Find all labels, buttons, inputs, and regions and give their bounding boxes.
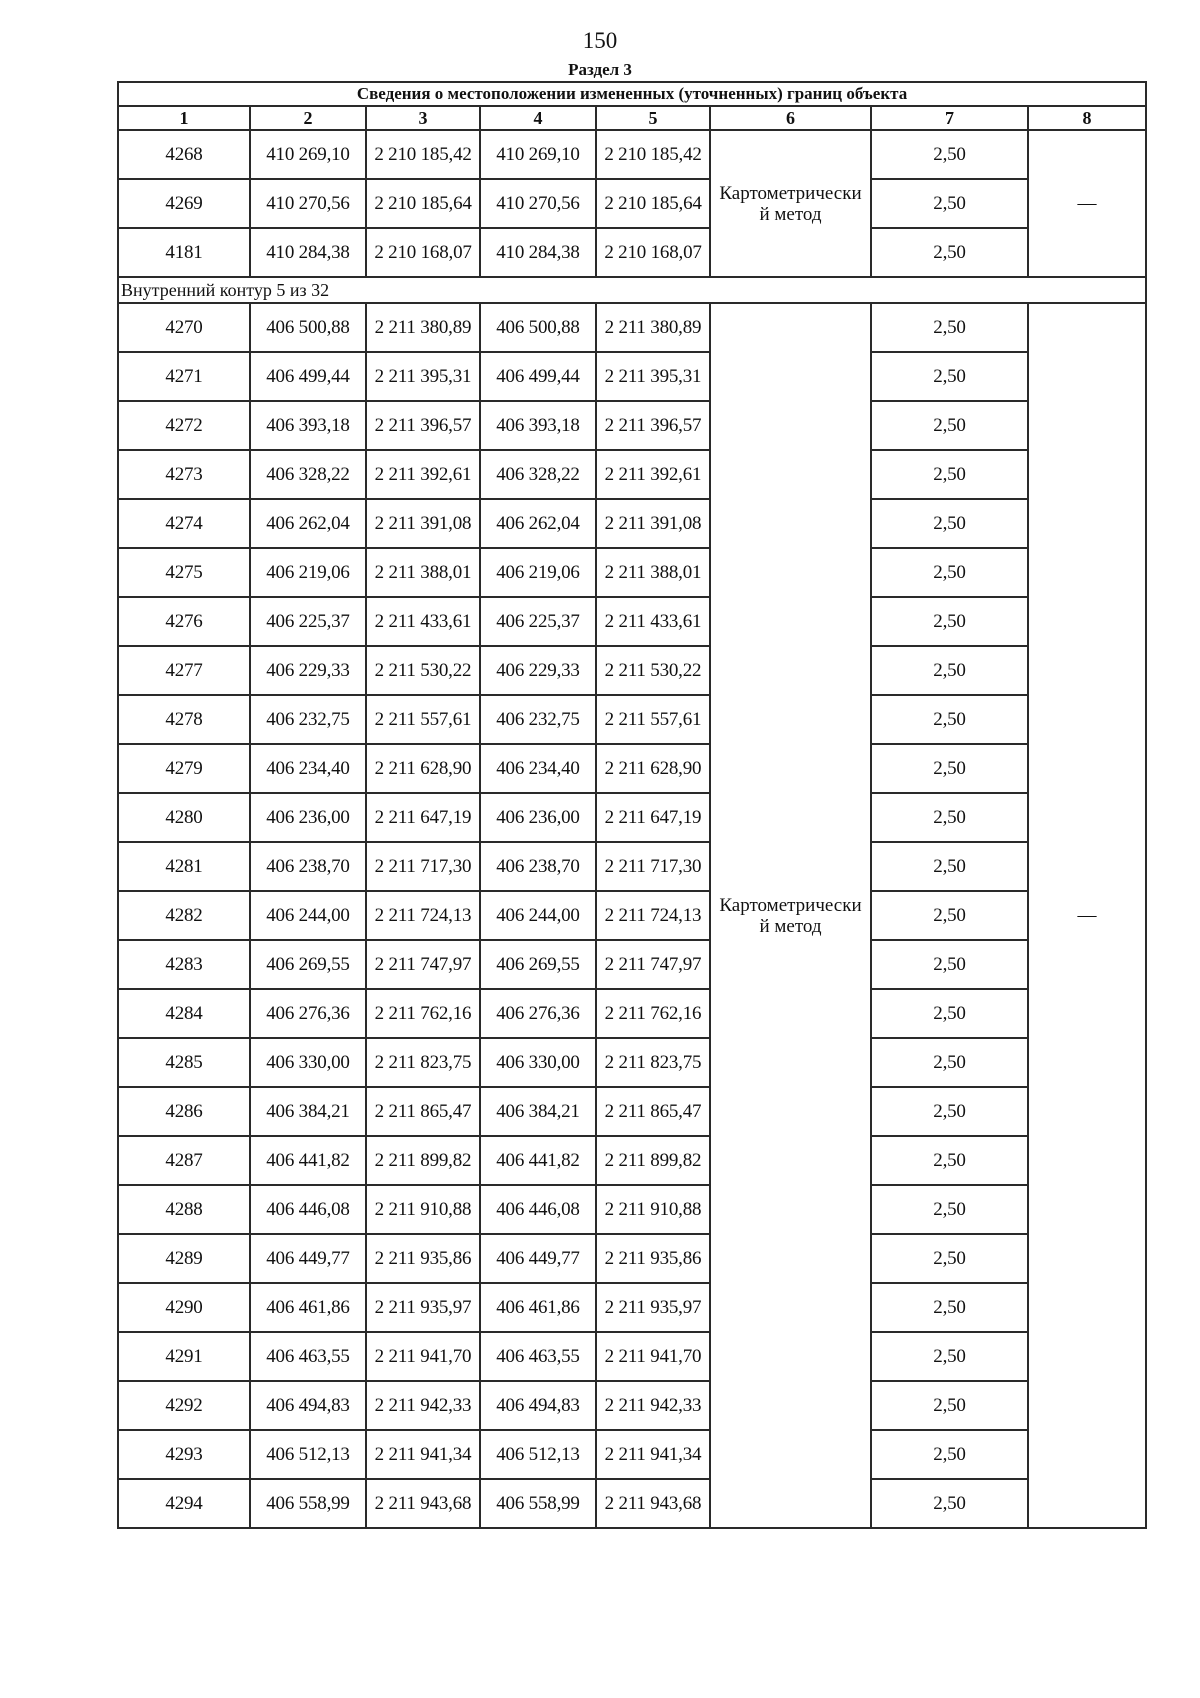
accuracy-cell: 2,50	[871, 695, 1028, 744]
y-old-cell: 2 211 717,30	[366, 842, 480, 891]
x-old-cell: 410 284,38	[250, 228, 366, 277]
x-old-cell: 406 463,55	[250, 1332, 366, 1381]
table-row	[118, 793, 1146, 842]
y-new-cell: 2 211 942,33	[596, 1381, 710, 1430]
point-number-cell: 4269	[118, 179, 250, 228]
table-row	[118, 548, 1146, 597]
table-row	[118, 1087, 1146, 1136]
point-number-cell: 4280	[118, 793, 250, 842]
x-new-cell: 406 276,36	[480, 989, 596, 1038]
accuracy-cell: 2,50	[871, 1234, 1028, 1283]
y-old-cell: 2 210 185,42	[366, 130, 480, 179]
column-number: 5	[596, 106, 710, 130]
x-new-cell: 406 262,04	[480, 499, 596, 548]
x-new-cell: 406 446,08	[480, 1185, 596, 1234]
y-new-cell: 2 211 823,75	[596, 1038, 710, 1087]
point-number-cell: 4268	[118, 130, 250, 179]
y-new-cell: 2 211 392,61	[596, 450, 710, 499]
method-text-line: Картометрически	[719, 894, 862, 916]
note-cell: —	[1028, 130, 1146, 277]
x-new-cell: 406 500,88	[480, 303, 596, 352]
y-old-cell: 2 211 935,97	[366, 1283, 480, 1332]
accuracy-cell: 2,50	[871, 303, 1028, 352]
contour-label: Внутренний контур 5 из 32	[118, 277, 1146, 303]
point-number-cell: 4287	[118, 1136, 250, 1185]
column-number: 7	[871, 106, 1028, 130]
table-row	[118, 1430, 1146, 1479]
accuracy-cell: 2,50	[871, 597, 1028, 646]
y-old-cell: 2 211 557,61	[366, 695, 480, 744]
point-number-cell: 4290	[118, 1283, 250, 1332]
y-new-cell: 2 211 647,19	[596, 793, 710, 842]
y-old-cell: 2 211 935,86	[366, 1234, 480, 1283]
column-number: 4	[480, 106, 596, 130]
point-number-cell: 4277	[118, 646, 250, 695]
y-new-cell: 2 211 388,01	[596, 548, 710, 597]
point-number-cell: 4294	[118, 1479, 250, 1528]
x-new-cell: 406 269,55	[480, 940, 596, 989]
x-new-cell: 406 461,86	[480, 1283, 596, 1332]
y-old-cell: 2 211 628,90	[366, 744, 480, 793]
x-new-cell: 406 236,00	[480, 793, 596, 842]
point-number-cell: 4271	[118, 352, 250, 401]
x-new-cell: 406 330,00	[480, 1038, 596, 1087]
x-old-cell: 406 225,37	[250, 597, 366, 646]
y-old-cell: 2 211 942,33	[366, 1381, 480, 1430]
accuracy-cell: 2,50	[871, 1136, 1028, 1185]
y-old-cell: 2 211 724,13	[366, 891, 480, 940]
point-number-cell: 4288	[118, 1185, 250, 1234]
y-old-cell: 2 210 185,64	[366, 179, 480, 228]
method-text-line: Картометрически	[719, 182, 862, 204]
accuracy-cell: 2,50	[871, 1038, 1028, 1087]
column-number: 3	[366, 106, 480, 130]
x-old-cell: 406 449,77	[250, 1234, 366, 1283]
table-row	[118, 646, 1146, 695]
accuracy-cell: 2,50	[871, 1430, 1028, 1479]
x-old-cell: 406 234,40	[250, 744, 366, 793]
table-row	[118, 695, 1146, 744]
table-row	[118, 179, 1146, 228]
table-row	[118, 940, 1146, 989]
y-new-cell: 2 211 724,13	[596, 891, 710, 940]
point-number-cell: 4291	[118, 1332, 250, 1381]
boundary-table	[117, 81, 1147, 1529]
x-new-cell: 406 234,40	[480, 744, 596, 793]
accuracy-cell: 2,50	[871, 401, 1028, 450]
table-row	[118, 1332, 1146, 1381]
contour-label-row	[118, 277, 1146, 303]
y-new-cell: 2 211 910,88	[596, 1185, 710, 1234]
column-number: 8	[1028, 106, 1146, 130]
point-number-cell: 4292	[118, 1381, 250, 1430]
point-number-cell: 4274	[118, 499, 250, 548]
x-new-cell: 406 232,75	[480, 695, 596, 744]
y-new-cell: 2 211 380,89	[596, 303, 710, 352]
method-cell	[710, 303, 871, 1528]
y-new-cell: 2 211 628,90	[596, 744, 710, 793]
column-number: 2	[250, 106, 366, 130]
x-old-cell: 406 500,88	[250, 303, 366, 352]
point-number-cell: 4285	[118, 1038, 250, 1087]
section-title: Раздел 3	[568, 60, 632, 79]
table-row	[118, 597, 1146, 646]
y-old-cell: 2 211 530,22	[366, 646, 480, 695]
x-old-cell: 406 441,82	[250, 1136, 366, 1185]
y-new-cell: 2 210 185,64	[596, 179, 710, 228]
x-old-cell: 406 499,44	[250, 352, 366, 401]
point-number-cell: 4279	[118, 744, 250, 793]
method-text-line: й метод	[759, 203, 822, 225]
accuracy-cell: 2,50	[871, 744, 1028, 793]
accuracy-cell: 2,50	[871, 1087, 1028, 1136]
accuracy-cell: 2,50	[871, 793, 1028, 842]
x-new-cell: 410 269,10	[480, 130, 596, 179]
table-row	[118, 401, 1146, 450]
x-new-cell: 406 494,83	[480, 1381, 596, 1430]
point-number-cell: 4289	[118, 1234, 250, 1283]
y-new-cell: 2 210 185,42	[596, 130, 710, 179]
y-old-cell: 2 211 943,68	[366, 1479, 480, 1528]
table-row	[118, 1185, 1146, 1234]
y-old-cell: 2 211 762,16	[366, 989, 480, 1038]
point-number-cell: 4181	[118, 228, 250, 277]
column-number: 1	[118, 106, 250, 130]
x-new-cell: 406 244,00	[480, 891, 596, 940]
accuracy-cell: 2,50	[871, 1479, 1028, 1528]
y-new-cell: 2 211 899,82	[596, 1136, 710, 1185]
accuracy-cell: 2,50	[871, 130, 1028, 179]
table-row	[118, 352, 1146, 401]
y-new-cell: 2 211 943,68	[596, 1479, 710, 1528]
x-new-cell: 406 219,06	[480, 548, 596, 597]
x-old-cell: 406 236,00	[250, 793, 366, 842]
y-new-cell: 2 211 941,70	[596, 1332, 710, 1381]
x-new-cell: 406 225,37	[480, 597, 596, 646]
point-number-cell: 4278	[118, 695, 250, 744]
table-row	[118, 1283, 1146, 1332]
table-row	[118, 744, 1146, 793]
table-row	[118, 1479, 1146, 1528]
y-old-cell: 2 211 395,31	[366, 352, 480, 401]
y-new-cell: 2 211 935,86	[596, 1234, 710, 1283]
accuracy-cell: 2,50	[871, 1381, 1028, 1430]
y-old-cell: 2 211 380,89	[366, 303, 480, 352]
y-new-cell: 2 211 395,31	[596, 352, 710, 401]
y-old-cell: 2 211 941,70	[366, 1332, 480, 1381]
method-text-line: й метод	[759, 915, 822, 937]
x-new-cell: 406 449,77	[480, 1234, 596, 1283]
accuracy-cell: 2,50	[871, 179, 1028, 228]
y-new-cell: 2 211 747,97	[596, 940, 710, 989]
x-new-cell: 406 558,99	[480, 1479, 596, 1528]
x-new-cell: 406 229,33	[480, 646, 596, 695]
point-number-cell: 4283	[118, 940, 250, 989]
y-new-cell: 2 210 168,07	[596, 228, 710, 277]
x-old-cell: 406 328,22	[250, 450, 366, 499]
y-new-cell: 2 211 717,30	[596, 842, 710, 891]
accuracy-cell: 2,50	[871, 842, 1028, 891]
x-old-cell: 406 494,83	[250, 1381, 366, 1430]
x-new-cell: 406 328,22	[480, 450, 596, 499]
y-new-cell: 2 211 941,34	[596, 1430, 710, 1479]
x-old-cell: 406 232,75	[250, 695, 366, 744]
point-number-cell: 4272	[118, 401, 250, 450]
x-new-cell: 410 270,56	[480, 179, 596, 228]
x-old-cell: 410 269,10	[250, 130, 366, 179]
table-row	[118, 1381, 1146, 1430]
y-old-cell: 2 211 865,47	[366, 1087, 480, 1136]
x-old-cell: 406 269,55	[250, 940, 366, 989]
x-old-cell: 406 384,21	[250, 1087, 366, 1136]
point-number-cell: 4293	[118, 1430, 250, 1479]
table-row	[118, 450, 1146, 499]
table-row	[118, 1234, 1146, 1283]
table-row	[118, 989, 1146, 1038]
table-row	[118, 130, 1146, 179]
accuracy-cell: 2,50	[871, 646, 1028, 695]
accuracy-cell: 2,50	[871, 891, 1028, 940]
y-old-cell: 2 210 168,07	[366, 228, 480, 277]
table-row	[118, 891, 1146, 940]
x-new-cell: 406 393,18	[480, 401, 596, 450]
table-row	[118, 1136, 1146, 1185]
x-old-cell: 406 262,04	[250, 499, 366, 548]
y-new-cell: 2 211 935,97	[596, 1283, 710, 1332]
y-old-cell: 2 211 747,97	[366, 940, 480, 989]
x-old-cell: 406 393,18	[250, 401, 366, 450]
point-number-cell: 4281	[118, 842, 250, 891]
point-number-cell: 4282	[118, 891, 250, 940]
x-new-cell: 406 238,70	[480, 842, 596, 891]
x-old-cell: 406 276,36	[250, 989, 366, 1038]
y-old-cell: 2 211 941,34	[366, 1430, 480, 1479]
accuracy-cell: 2,50	[871, 1185, 1028, 1234]
accuracy-cell: 2,50	[871, 548, 1028, 597]
x-new-cell: 406 499,44	[480, 352, 596, 401]
table-row	[118, 499, 1146, 548]
y-new-cell: 2 211 865,47	[596, 1087, 710, 1136]
y-old-cell: 2 211 899,82	[366, 1136, 480, 1185]
accuracy-cell: 2,50	[871, 940, 1028, 989]
y-new-cell: 2 211 391,08	[596, 499, 710, 548]
y-old-cell: 2 211 392,61	[366, 450, 480, 499]
x-new-cell: 406 384,21	[480, 1087, 596, 1136]
x-old-cell: 406 244,00	[250, 891, 366, 940]
x-old-cell: 406 219,06	[250, 548, 366, 597]
accuracy-cell: 2,50	[871, 228, 1028, 277]
page-number: 150	[582, 28, 618, 53]
x-old-cell: 406 229,33	[250, 646, 366, 695]
x-old-cell: 406 446,08	[250, 1185, 366, 1234]
y-new-cell: 2 211 530,22	[596, 646, 710, 695]
y-new-cell: 2 211 557,61	[596, 695, 710, 744]
y-old-cell: 2 211 391,08	[366, 499, 480, 548]
point-number-cell: 4273	[118, 450, 250, 499]
y-new-cell: 2 211 396,57	[596, 401, 710, 450]
accuracy-cell: 2,50	[871, 1332, 1028, 1381]
accuracy-cell: 2,50	[871, 450, 1028, 499]
y-old-cell: 2 211 647,19	[366, 793, 480, 842]
point-number-cell: 4284	[118, 989, 250, 1038]
y-old-cell: 2 211 396,57	[366, 401, 480, 450]
x-new-cell: 406 441,82	[480, 1136, 596, 1185]
x-old-cell: 406 558,99	[250, 1479, 366, 1528]
table-row	[118, 842, 1146, 891]
table-row	[118, 228, 1146, 277]
point-number-cell: 4270	[118, 303, 250, 352]
accuracy-cell: 2,50	[871, 499, 1028, 548]
column-number-row	[118, 106, 1146, 130]
y-new-cell: 2 211 433,61	[596, 597, 710, 646]
x-old-cell: 406 461,86	[250, 1283, 366, 1332]
y-old-cell: 2 211 388,01	[366, 548, 480, 597]
accuracy-cell: 2,50	[871, 352, 1028, 401]
table-row	[118, 1038, 1146, 1087]
x-old-cell: 406 512,13	[250, 1430, 366, 1479]
x-old-cell: 406 330,00	[250, 1038, 366, 1087]
y-new-cell: 2 211 762,16	[596, 989, 710, 1038]
x-new-cell: 410 284,38	[480, 228, 596, 277]
point-number-cell: 4275	[118, 548, 250, 597]
accuracy-cell: 2,50	[871, 989, 1028, 1038]
x-new-cell: 406 463,55	[480, 1332, 596, 1381]
point-number-cell: 4276	[118, 597, 250, 646]
note-cell: —	[1028, 303, 1146, 1528]
table-row	[118, 303, 1146, 352]
accuracy-cell: 2,50	[871, 1283, 1028, 1332]
y-old-cell: 2 211 910,88	[366, 1185, 480, 1234]
x-old-cell: 406 238,70	[250, 842, 366, 891]
x-old-cell: 410 270,56	[250, 179, 366, 228]
column-number: 6	[710, 106, 871, 130]
y-old-cell: 2 211 823,75	[366, 1038, 480, 1087]
y-old-cell: 2 211 433,61	[366, 597, 480, 646]
x-new-cell: 406 512,13	[480, 1430, 596, 1479]
method-cell	[710, 130, 871, 277]
table-title: Сведения о местоположении измененных (уточненных) границ объекта	[118, 82, 1146, 106]
point-number-cell: 4286	[118, 1087, 250, 1136]
